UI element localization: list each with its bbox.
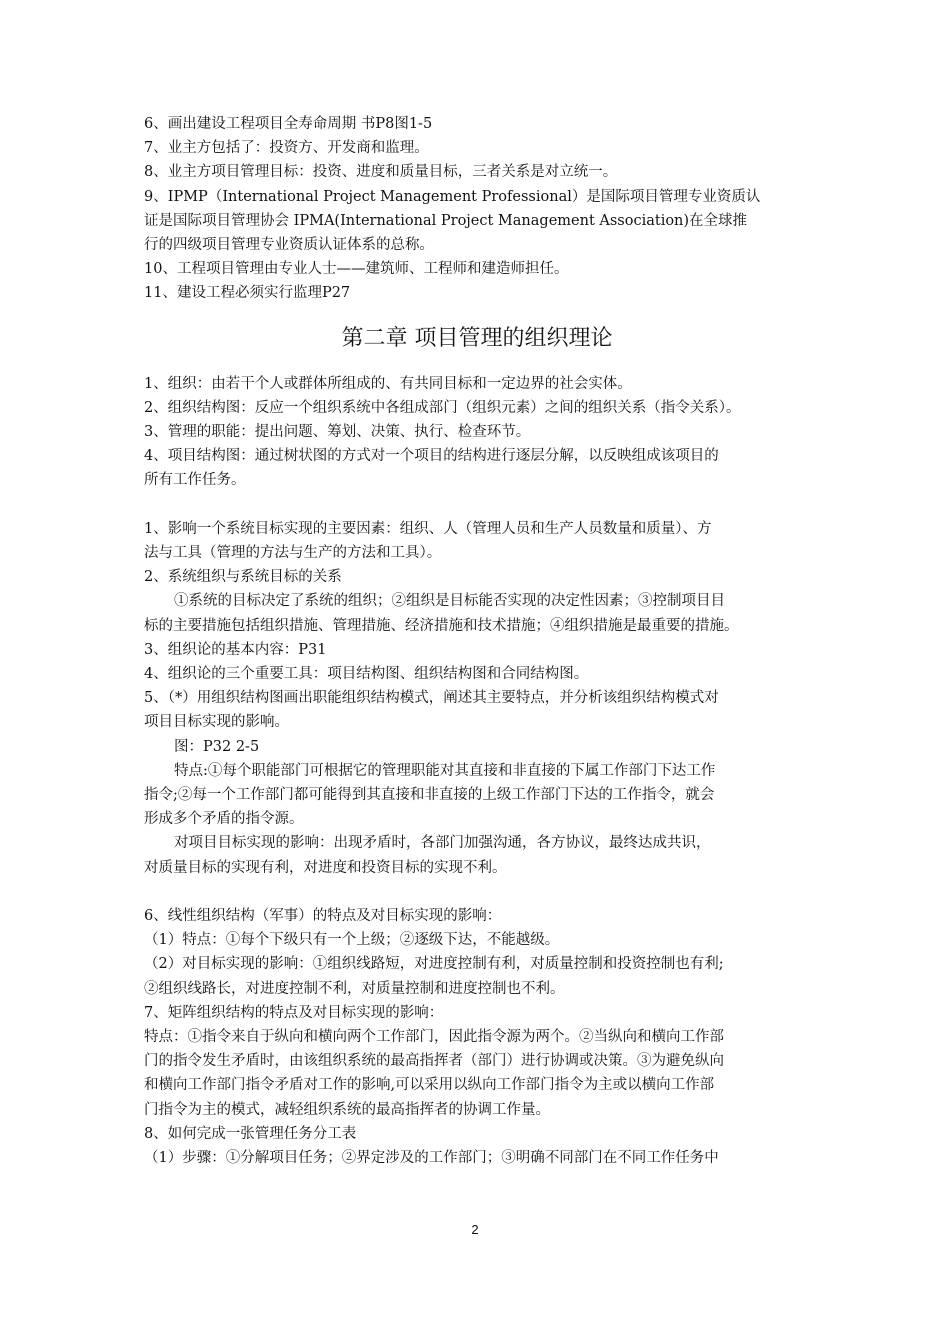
text-line: 1、组织：由若干个人或群体所组成的、有共同目标和一定边界的社会实体。 (144, 375, 632, 392)
text-line: 2、组织结构图：反应一个组织系统中各组成部门（组织元素）之间的组织关系（指令关系）。 (144, 399, 741, 416)
text-line: 7、业主方包括了：投资方、开发商和监理。 (144, 140, 429, 157)
text-line: 项目目标实现的影响。 (144, 714, 289, 731)
text-line: 对项目目标实现的影响：出现矛盾时，各部门加强沟通，各方协议，最终达成共识， (174, 835, 711, 852)
blank-line (144, 880, 810, 904)
text-line: 9、IPMP（International Project Management Professional）是国际项目管理专业资质认 (144, 188, 761, 205)
text-line: 和横向工作部门指令矛盾对工作的影响,可以采用以纵向工作部门指令为主或以横向工作部 (144, 1077, 715, 1094)
blank-line (144, 493, 810, 517)
text-line: 特点：①指令来自于纵向和横向两个工作部门，因此指令源为两个。②当纵向和横向工作部 (144, 1029, 724, 1046)
text-line: 3、组织论的基本内容：P31 (144, 641, 327, 658)
text-line: 5、（*）用组织结构图画出职能组织结构模式，阐述其主要特点，并分析该组织结构模式对 (144, 690, 719, 707)
text-line: 标的主要措施包括组织措施、管理措施、经济措施和技术措施；④组织措施是最重要的措施。 (144, 617, 739, 634)
text-line: 证是国际项目管理协会 IPMA(International Project Management Association)在全球推 (144, 212, 748, 229)
section-chapter1-tail (144, 112, 810, 306)
text-line: 1、影响一个系统目标实现的主要因素：组织、人（管理人员和生产人员数量和质量）、方 (144, 520, 712, 537)
text-line: 门指令为主的模式，减轻组织系统的最高指挥者的协调工作量。 (144, 1101, 550, 1118)
page-number: 2 (471, 1222, 479, 1237)
section-structures (144, 904, 810, 1170)
text-line: 6、线性组织结构（军事）的特点及对目标实现的影响： (144, 908, 502, 925)
text-line: 3、管理的职能：提出问题、筹划、决策、执行、检查环节。 (144, 424, 531, 441)
text-line: 10、工程项目管理由专业人士——建筑师、工程师和建造师担任。 (144, 261, 569, 278)
text-line: 7、矩阵组织结构的特点及对目标实现的影响： (144, 1004, 444, 1021)
text-line: 6、画出建设工程项目全寿命周期 书P8图1-5 (144, 116, 433, 132)
text-line: 4、组织论的三个重要工具：项目结构图、组织结构图和合同结构图。 (144, 666, 589, 683)
text-line: ②组织线路长，对进度控制不利，对质量控制和进度控制也不利。 (144, 980, 565, 997)
text-line: 门的指令发生矛盾时，由该组织系统的最高指挥者（部门）进行协调或决策。③为避免纵向 (144, 1053, 724, 1070)
text-line: 8、如何完成一张管理任务分工表 (144, 1125, 357, 1142)
text-line: 行的四级项目管理专业资质认证体系的总称。 (144, 237, 434, 254)
text-line: 法与工具（管理的方法与生产的方法和工具）。 (144, 545, 442, 562)
text-line: 4、项目结构图：通过树状图的方式对一个项目的结构进行逐层分解，以反映组成该项目的 (144, 448, 719, 465)
text-line: 图：P32 2-5 (174, 738, 260, 755)
text-line: 对质量目标的实现有利，对进度和投资目标的实现不利。 (144, 859, 507, 876)
text-line: ①系统的目标决定了系统的组织；②组织是目标能否实现的决定性因素；③控制项目目 (174, 593, 725, 610)
text-line: （1）特点：①每个下级只有一个上级；②逐级下达，不能越级。 (144, 932, 560, 949)
section-organization (144, 517, 810, 880)
text-line: 8、业主方项目管理目标：投资、进度和质量目标，三者关系是对立统一。 (144, 164, 618, 181)
text-line: 指令;②每一个工作部门都可能得到其直接和非直接的上级工作部门下达的工作指令，就会 (144, 787, 715, 804)
page-content (144, 112, 810, 1170)
text-line: （2）对目标实现的影响：①组织线路短，对进度控制有利，对质量控制和投资控制也有利; (144, 956, 724, 973)
text-line: （1）步骤：①分解项目任务；②界定涉及的工作部门；③明确不同部门在不同工作任务中 (144, 1150, 719, 1167)
text-line: 形成多个矛盾的指令源。 (144, 811, 304, 828)
section-definitions (144, 372, 810, 493)
text-line: 特点:①每个职能部门可根据它的管理职能对其直接和非直接的下属工作部门下达工作 (174, 762, 716, 779)
text-line: 11、建设工程必须实行监理P27 (144, 285, 351, 302)
text-line: 2、系统组织与系统目标的关系 (144, 569, 342, 586)
text-line: 所有工作任务。 (144, 472, 246, 489)
chapter-title: 第二章 项目管理的组织理论 (341, 325, 613, 351)
